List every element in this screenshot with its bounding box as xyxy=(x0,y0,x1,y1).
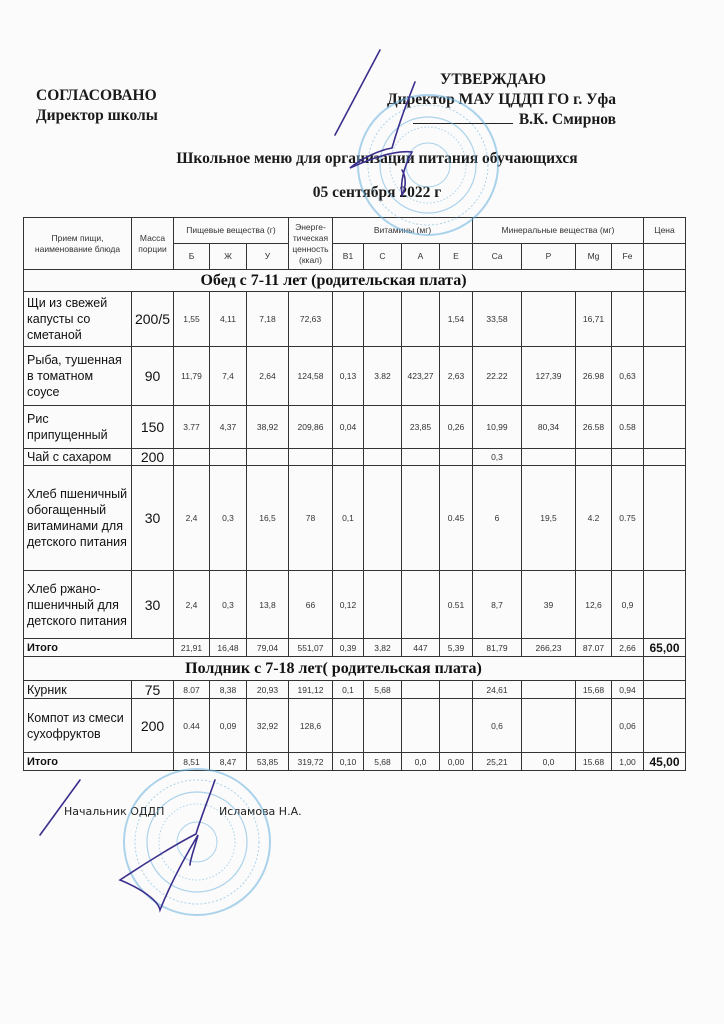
cell-zh: 4,37 xyxy=(210,406,247,449)
cell-u: 2,64 xyxy=(247,347,289,406)
signature-bottom xyxy=(40,780,215,910)
dish-name: Рис припущенный xyxy=(24,406,132,449)
approved-block xyxy=(362,70,616,130)
cell-e: 1,54 xyxy=(440,292,473,347)
footer-position: Начальник ОДДП xyxy=(64,805,165,818)
cell-b1 xyxy=(333,292,364,347)
cell-b: 3.77 xyxy=(174,406,210,449)
header-b1: B1 xyxy=(333,244,364,270)
cell-energy xyxy=(289,449,333,466)
cell-energy: 124,58 xyxy=(289,347,333,406)
cell-a xyxy=(402,466,440,571)
section-title: Полдник с 7-18 лет( родительская плата) xyxy=(24,657,644,681)
header-minerals: Минеральные вещества (мг) xyxy=(473,218,644,244)
cell-fe: 0.58 xyxy=(612,406,644,449)
total-label: Итого xyxy=(24,753,174,771)
cell-energy: 78 xyxy=(289,466,333,571)
total-b1: 0,10 xyxy=(333,753,364,771)
table-row xyxy=(24,571,686,639)
table-row xyxy=(24,347,686,406)
header-mg: Mg xyxy=(576,244,612,270)
header-fat: Ж xyxy=(210,244,247,270)
cell-e: 0.45 xyxy=(440,466,473,571)
agreed-by: Директор школы xyxy=(36,107,158,124)
cell-price xyxy=(644,449,686,466)
cell-b: 2,4 xyxy=(174,571,210,639)
header-p: P xyxy=(522,244,576,270)
cell-energy: 209,86 xyxy=(289,406,333,449)
cell-a: 423,27 xyxy=(402,347,440,406)
cell-mg: 16,71 xyxy=(576,292,612,347)
cell-fe: 0,06 xyxy=(612,699,644,753)
cell-p: 80,34 xyxy=(522,406,576,449)
table-row xyxy=(24,406,686,449)
header-e: E xyxy=(440,244,473,270)
dish-name: Щи из свежей капусты со сметаной xyxy=(24,292,132,347)
total-a: 0,0 xyxy=(402,753,440,771)
cell-u: 16,5 xyxy=(247,466,289,571)
cell-c: 3.82 xyxy=(364,347,402,406)
cell-b: 2,4 xyxy=(174,466,210,571)
header-c: C xyxy=(364,244,402,270)
cell-ca: 0,3 xyxy=(473,449,522,466)
cell-energy: 128,6 xyxy=(289,699,333,753)
footer-signature xyxy=(64,805,302,818)
cell-mg xyxy=(576,449,612,466)
cell-p: 19,5 xyxy=(522,466,576,571)
section-price-empty xyxy=(644,270,686,292)
cell-u: 20,93 xyxy=(247,681,289,699)
cell-price xyxy=(644,699,686,753)
cell-b: 0.44 xyxy=(174,699,210,753)
cell-c xyxy=(364,699,402,753)
cell-b: 8.07 xyxy=(174,681,210,699)
cell-p xyxy=(522,292,576,347)
cell-b1 xyxy=(333,699,364,753)
header-meal-name: Прием пищи, наименование блюда xyxy=(24,218,132,270)
section-price-empty xyxy=(644,657,686,681)
cell-u: 32,92 xyxy=(247,699,289,753)
total-u: 79,04 xyxy=(247,639,289,657)
cell-b1: 0,1 xyxy=(333,681,364,699)
cell-p xyxy=(522,681,576,699)
footer-name: Исламова Н.А. xyxy=(219,805,302,818)
cell-fe xyxy=(612,449,644,466)
document-title: Школьное меню для организации питания обучающихся xyxy=(176,150,578,167)
total-e: 0,00 xyxy=(440,753,473,771)
total-zh: 8,47 xyxy=(210,753,247,771)
cell-energy: 191,12 xyxy=(289,681,333,699)
cell-b1: 0,12 xyxy=(333,571,364,639)
cell-c xyxy=(364,406,402,449)
total-row xyxy=(24,639,686,657)
header-carbs: У xyxy=(247,244,289,270)
header-portion: Масса порции xyxy=(132,218,174,270)
total-energy: 551,07 xyxy=(289,639,333,657)
dish-name: Чай с сахаром xyxy=(24,449,132,466)
header-a: A xyxy=(402,244,440,270)
cell-ca: 22.22 xyxy=(473,347,522,406)
cell-c xyxy=(364,292,402,347)
cell-u xyxy=(247,449,289,466)
cell-zh xyxy=(210,449,247,466)
table-row xyxy=(24,681,686,699)
cell-b1: 0,04 xyxy=(333,406,364,449)
cell-a: 23,85 xyxy=(402,406,440,449)
agreed-block xyxy=(36,86,158,126)
cell-b1 xyxy=(333,449,364,466)
cell-mg: 12,6 xyxy=(576,571,612,639)
cell-e: 0.51 xyxy=(440,571,473,639)
table-row xyxy=(24,466,686,571)
cell-p: 127,39 xyxy=(522,347,576,406)
dish-mass: 200/5 xyxy=(132,292,174,347)
total-ca: 81,79 xyxy=(473,639,522,657)
total-p: 266,23 xyxy=(522,639,576,657)
cell-b xyxy=(174,449,210,466)
document-date: 05 сентября 2022 г xyxy=(312,184,442,201)
dish-name: Хлеб ржано-пшеничный для детского питания xyxy=(24,571,132,639)
cell-mg: 4.2 xyxy=(576,466,612,571)
dish-mass: 200 xyxy=(132,449,174,466)
cell-c xyxy=(364,449,402,466)
cell-zh: 4,11 xyxy=(210,292,247,347)
cell-e xyxy=(440,449,473,466)
cell-fe: 0,9 xyxy=(612,571,644,639)
cell-e: 0,26 xyxy=(440,406,473,449)
total-u: 53,85 xyxy=(247,753,289,771)
approved-by: Директор МАУ ЦДДП ГО г. Уфа xyxy=(386,91,616,108)
cell-b: 1,55 xyxy=(174,292,210,347)
total-c: 3,82 xyxy=(364,639,402,657)
approved-name: В.К. Смирнов xyxy=(518,111,616,128)
total-price: 65,00 xyxy=(644,639,686,657)
cell-price xyxy=(644,681,686,699)
cell-c xyxy=(364,466,402,571)
cell-energy: 66 xyxy=(289,571,333,639)
cell-a xyxy=(402,571,440,639)
header-vitamins: Витамины (мг) xyxy=(333,218,473,244)
cell-e: 2,63 xyxy=(440,347,473,406)
total-p: 0,0 xyxy=(522,753,576,771)
total-mg: 15.68 xyxy=(576,753,612,771)
cell-zh: 0,09 xyxy=(210,699,247,753)
cell-ca: 33,58 xyxy=(473,292,522,347)
cell-c xyxy=(364,571,402,639)
dish-mass: 150 xyxy=(132,406,174,449)
total-b: 8,51 xyxy=(174,753,210,771)
dish-name: Компот из смеси сухофруктов xyxy=(24,699,132,753)
dish-mass: 30 xyxy=(132,571,174,639)
total-energy: 319,72 xyxy=(289,753,333,771)
total-mg: 87.07 xyxy=(576,639,612,657)
menu-table xyxy=(23,217,686,771)
total-c: 5,68 xyxy=(364,753,402,771)
cell-fe: 0,63 xyxy=(612,347,644,406)
cell-ca: 0,6 xyxy=(473,699,522,753)
cell-p xyxy=(522,699,576,753)
signature-line xyxy=(413,111,513,124)
cell-u: 38,92 xyxy=(247,406,289,449)
cell-price xyxy=(644,347,686,406)
total-fe: 1,00 xyxy=(612,753,644,771)
cell-ca: 24,61 xyxy=(473,681,522,699)
cell-fe: 0,94 xyxy=(612,681,644,699)
stamp-bottom xyxy=(124,769,270,915)
cell-mg xyxy=(576,699,612,753)
cell-ca: 6 xyxy=(473,466,522,571)
header-energy: Энерге-тическая ценность (ккал) xyxy=(289,218,333,270)
approved-label: УТВЕРЖДАЮ xyxy=(440,71,546,88)
header-price-empty xyxy=(644,244,686,270)
header-nutrients: Пищевые вещества (г) xyxy=(174,218,289,244)
cell-energy: 72,63 xyxy=(289,292,333,347)
cell-c: 5,68 xyxy=(364,681,402,699)
dish-name: Курник xyxy=(24,681,132,699)
cell-a xyxy=(402,681,440,699)
dish-mass: 200 xyxy=(132,699,174,753)
cell-e xyxy=(440,699,473,753)
total-row xyxy=(24,753,686,771)
section-row xyxy=(24,657,686,681)
section-title: Обед с 7-11 лет (родительская плата) xyxy=(24,270,644,292)
cell-price xyxy=(644,466,686,571)
cell-price xyxy=(644,292,686,347)
cell-price xyxy=(644,406,686,449)
header-fe: Fe xyxy=(612,244,644,270)
cell-zh: 7,4 xyxy=(210,347,247,406)
cell-price xyxy=(644,571,686,639)
dish-mass: 30 xyxy=(132,466,174,571)
total-zh: 16,48 xyxy=(210,639,247,657)
total-label: Итого xyxy=(24,639,174,657)
section-row xyxy=(24,270,686,292)
total-a: 447 xyxy=(402,639,440,657)
cell-p: 39 xyxy=(522,571,576,639)
cell-a xyxy=(402,449,440,466)
header-protein: Б xyxy=(174,244,210,270)
total-ca: 25,21 xyxy=(473,753,522,771)
cell-u: 13,8 xyxy=(247,571,289,639)
cell-fe: 0.75 xyxy=(612,466,644,571)
cell-ca: 8,7 xyxy=(473,571,522,639)
dish-name: Хлеб пшеничный обогащенный витаминами для детского питания xyxy=(24,466,132,571)
table-row xyxy=(24,699,686,753)
total-b1: 0,39 xyxy=(333,639,364,657)
cell-u: 7,18 xyxy=(247,292,289,347)
table-row xyxy=(24,292,686,347)
cell-e xyxy=(440,681,473,699)
dish-mass: 90 xyxy=(132,347,174,406)
cell-p xyxy=(522,449,576,466)
cell-zh: 0,3 xyxy=(210,466,247,571)
cell-a xyxy=(402,292,440,347)
agreed-label: СОГЛАСОВАНО xyxy=(36,87,157,104)
cell-a xyxy=(402,699,440,753)
dish-mass: 75 xyxy=(132,681,174,699)
total-b: 21,91 xyxy=(174,639,210,657)
header-ca: Ca xyxy=(473,244,522,270)
cell-mg: 26.58 xyxy=(576,406,612,449)
cell-zh: 8,38 xyxy=(210,681,247,699)
cell-zh: 0,3 xyxy=(210,571,247,639)
total-fe: 2,66 xyxy=(612,639,644,657)
cell-b: 11,79 xyxy=(174,347,210,406)
dish-name: Рыба, тушенная в томатном соусе xyxy=(24,347,132,406)
header-price: Цена xyxy=(644,218,686,244)
cell-fe xyxy=(612,292,644,347)
table-row xyxy=(24,449,686,466)
cell-mg: 15,68 xyxy=(576,681,612,699)
total-e: 5,39 xyxy=(440,639,473,657)
total-price: 45,00 xyxy=(644,753,686,771)
cell-ca: 10,99 xyxy=(473,406,522,449)
cell-mg: 26.98 xyxy=(576,347,612,406)
cell-b1: 0,1 xyxy=(333,466,364,571)
cell-b1: 0,13 xyxy=(333,347,364,406)
